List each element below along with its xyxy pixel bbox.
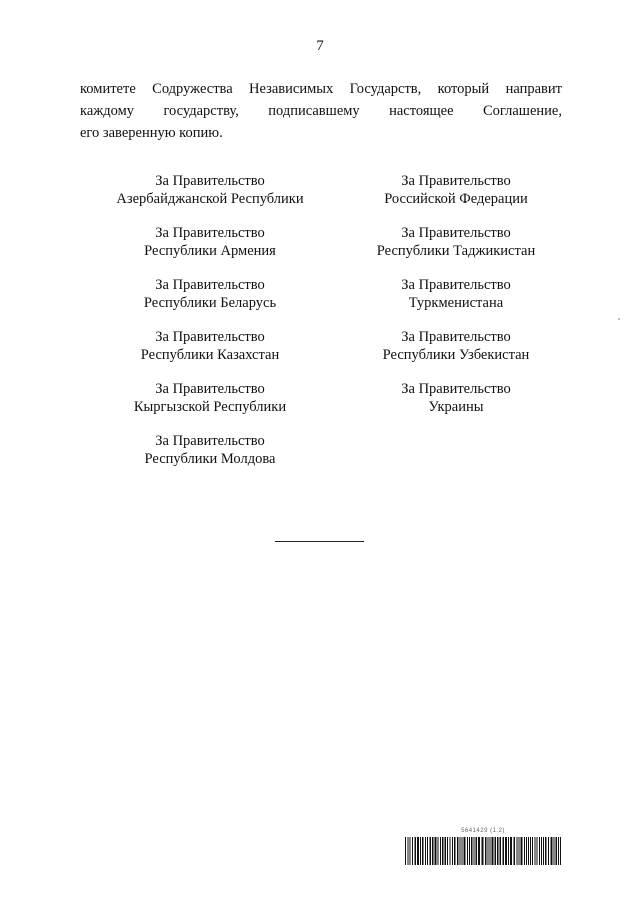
signatories-left-column (80, 172, 340, 484)
signature-heading: За Правительство (401, 173, 511, 189)
signature-heading: За Правительство (401, 329, 511, 345)
signature-heading: За Правительство (401, 381, 511, 397)
word: настоящее (389, 103, 454, 119)
signature-party: Республики Молдова (144, 451, 276, 467)
signature-heading: За Правительство (155, 381, 265, 397)
signature-block (326, 224, 586, 260)
word: Независимых (249, 81, 334, 97)
word: подписавшему (268, 103, 360, 119)
signature-heading: За Правительство (155, 329, 265, 345)
signature-heading: За Правительство (401, 277, 511, 293)
signature-block (80, 224, 340, 260)
signature-block (80, 432, 340, 468)
signature-block (326, 380, 586, 416)
body-line (80, 122, 562, 144)
signature-party: Республики Беларусь (143, 295, 277, 311)
signature-heading: За Правительство (155, 173, 265, 189)
signature-party: Украины (428, 399, 484, 415)
signature-block (326, 172, 586, 208)
body-line (80, 100, 562, 122)
word: государству, (163, 103, 239, 119)
signature-block (80, 172, 340, 208)
barcode-code: 5641429 (1.2) (461, 828, 505, 834)
signature-party: Туркменистана (408, 295, 504, 311)
signature-block (326, 328, 586, 364)
signatories-right-column (326, 172, 586, 432)
signature-party: Республики Армения (144, 243, 276, 259)
signature-party: Республики Узбекистан (382, 347, 530, 363)
signature-heading: За Правительство (401, 225, 511, 241)
word: Государств, (349, 81, 422, 97)
barcode-icon (405, 837, 561, 865)
signature-party: Республики Таджикистан (376, 243, 536, 259)
signature-heading: За Правительство (155, 433, 265, 449)
signature-block (80, 380, 340, 416)
word: его заверенную копию. (80, 125, 223, 141)
signature-party: Азербайджанской Республики (116, 191, 304, 207)
page-number: 7 (316, 38, 324, 54)
scan-speck (618, 318, 620, 320)
word: который (437, 81, 490, 97)
body-line (80, 78, 562, 100)
signature-block (80, 276, 340, 312)
word: Содружества (152, 81, 233, 97)
signature-block (80, 328, 340, 364)
word: комитете (80, 81, 136, 97)
signature-block (326, 276, 586, 312)
signature-heading: За Правительство (155, 225, 265, 241)
signature-heading: За Правительство (155, 277, 265, 293)
word: Соглашение, (482, 103, 562, 119)
body-text (80, 78, 562, 144)
word: направит (505, 81, 562, 97)
signature-party: Российской Федерации (384, 191, 528, 207)
signature-party: Кыргызской Республики (133, 399, 287, 415)
barcode-area (405, 828, 561, 865)
signature-party: Республики Казахстан (140, 347, 280, 363)
end-separator-line (275, 541, 364, 542)
word: каждому (80, 103, 135, 119)
